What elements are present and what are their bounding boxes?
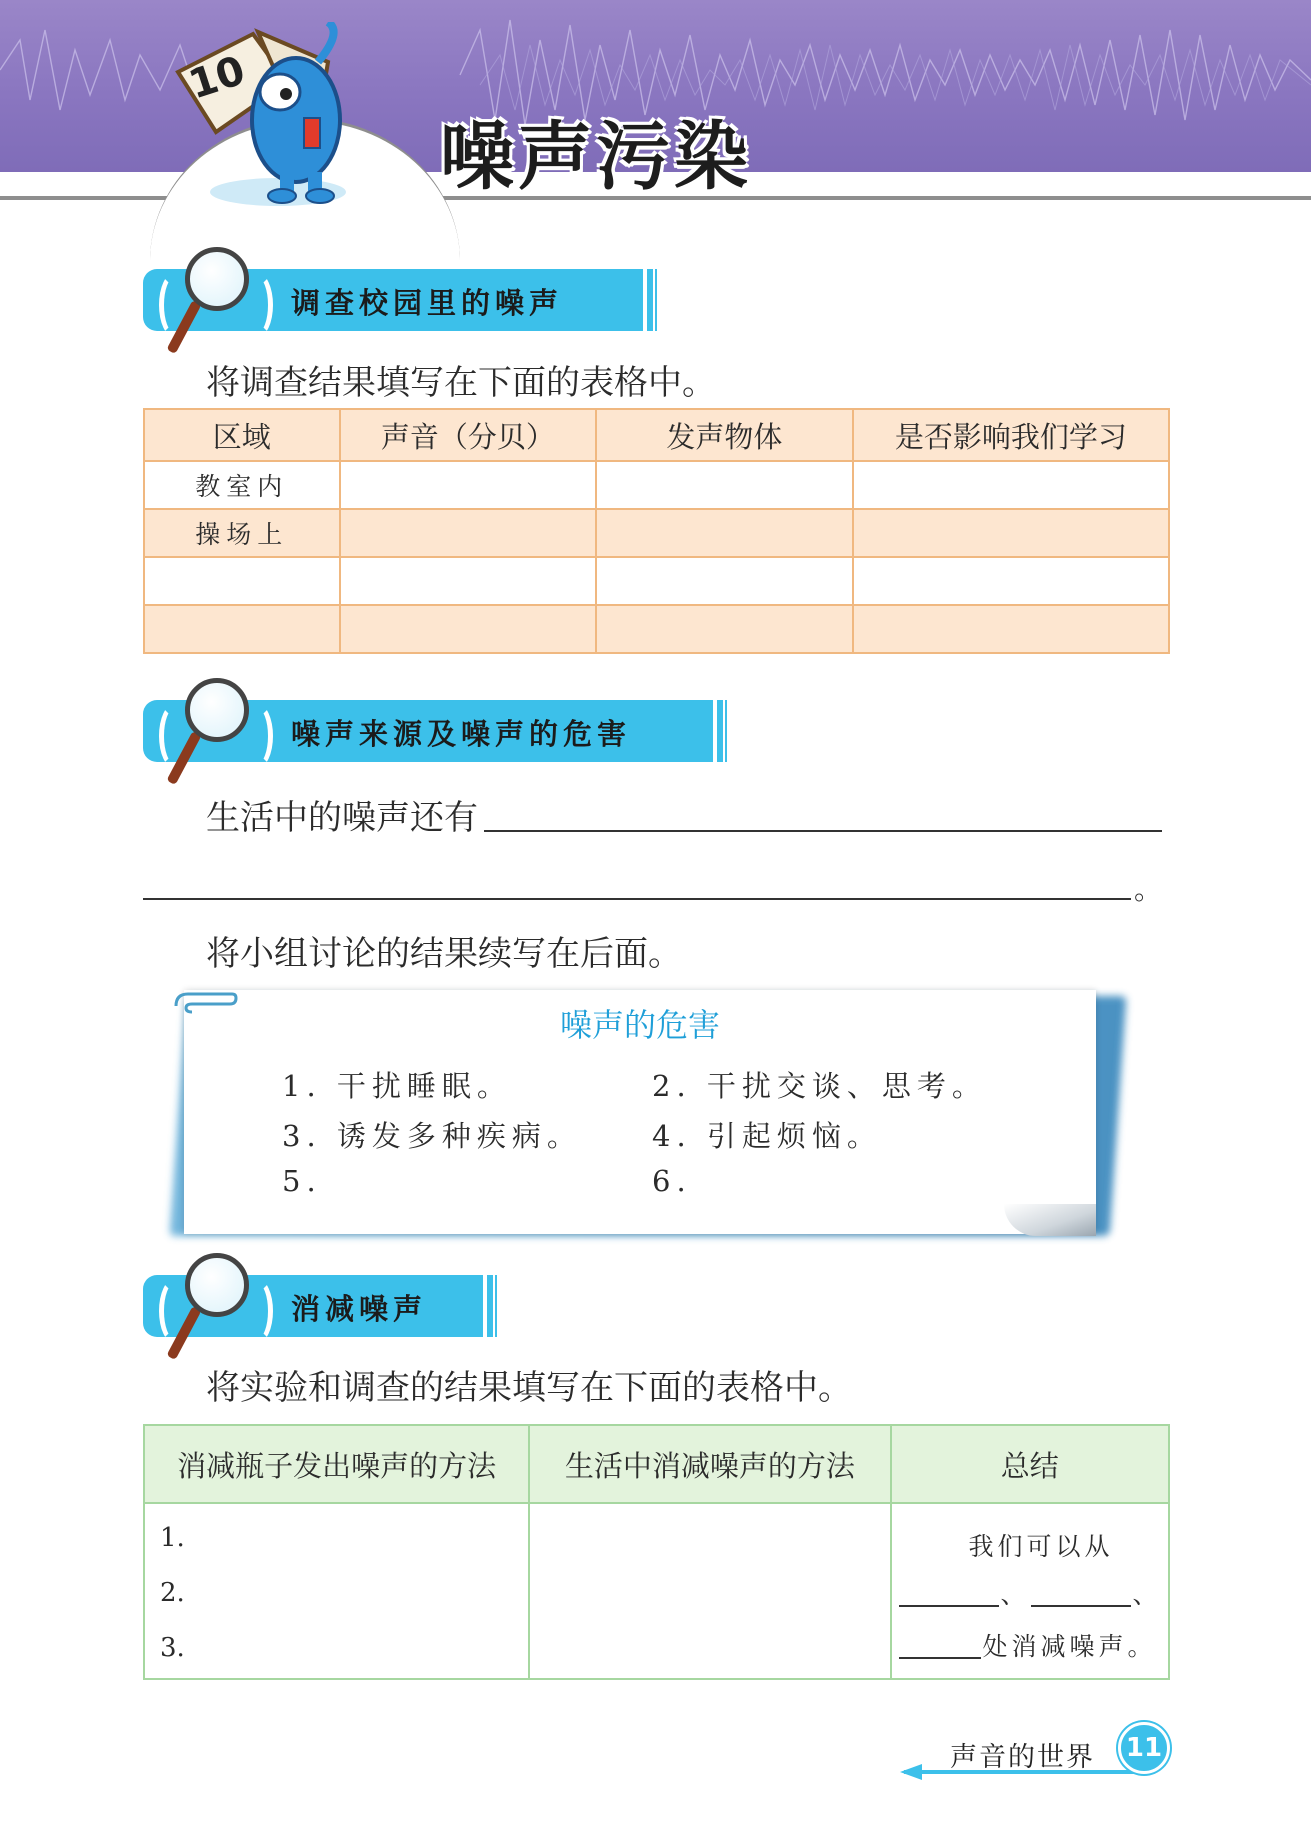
- table-row: [144, 557, 1169, 605]
- answer-line[interactable]: [899, 1657, 981, 1659]
- separator: 、: [1132, 1580, 1162, 1609]
- section-heading-label: 噪声来源及噪声的危害: [291, 717, 632, 751]
- input-cell[interactable]: [853, 461, 1169, 509]
- harm-item[interactable]: 5.: [282, 1164, 322, 1198]
- area-cell: 教室内: [144, 461, 340, 509]
- answer-line[interactable]: [1031, 1605, 1131, 1607]
- table-header-row: [144, 409, 1169, 461]
- input-cell[interactable]: [596, 557, 852, 605]
- life-methods-cell[interactable]: [529, 1503, 890, 1679]
- table-row: [144, 1503, 1169, 1679]
- column-header: 总结: [891, 1425, 1169, 1503]
- table-row: [144, 461, 1169, 509]
- area-cell: 操场上: [144, 509, 340, 557]
- survey-instruction: 将调查结果填写在下面的表格中。: [206, 363, 716, 403]
- list-number: 3.: [160, 1633, 185, 1663]
- magnifier-icon: [185, 678, 249, 742]
- input-cell[interactable]: [596, 605, 852, 653]
- magnifier-icon: [185, 1253, 249, 1317]
- input-cell[interactable]: [853, 509, 1169, 557]
- input-cell[interactable]: [340, 605, 597, 653]
- section-heading-sources: [143, 700, 713, 762]
- table-row: [144, 605, 1169, 653]
- discussion-instruction: 将小组讨论的结果续写在后面。: [206, 934, 682, 974]
- column-header: 是否影响我们学习: [853, 409, 1169, 461]
- separator: 、: [1000, 1580, 1030, 1609]
- lesson-number: 10: [183, 47, 251, 109]
- column-header: 声音（分贝）: [340, 409, 597, 461]
- harm-item[interactable]: 6.: [652, 1164, 692, 1198]
- column-header: 生活中消减噪声的方法: [529, 1425, 890, 1503]
- bottle-methods-cell[interactable]: [144, 1503, 529, 1679]
- input-cell[interactable]: [596, 509, 852, 557]
- section-heading-label: 调查校园里的噪声: [291, 286, 564, 320]
- input-cell[interactable]: [340, 557, 597, 605]
- input-cell[interactable]: [340, 461, 597, 509]
- input-cell[interactable]: [340, 509, 597, 557]
- list-number: 1.: [160, 1523, 185, 1553]
- card-title: 噪声的危害: [559, 1006, 720, 1044]
- noise-sources-prompt: 生活中的噪声还有: [206, 798, 478, 838]
- harm-item: 2. 干扰交谈、思考。: [652, 1069, 987, 1103]
- noise-reduction-table: [143, 1424, 1170, 1680]
- summary-tail: 处消减噪声。: [982, 1632, 1157, 1661]
- answer-line[interactable]: [143, 898, 1131, 900]
- answer-line[interactable]: [899, 1605, 999, 1607]
- line-end-mark: 。: [1134, 873, 1163, 906]
- input-cell[interactable]: [853, 557, 1169, 605]
- column-header: 消减瓶子发出噪声的方法: [144, 1425, 529, 1503]
- list-number: 2.: [160, 1578, 185, 1608]
- harm-item: 1. 干扰睡眠。: [282, 1069, 512, 1103]
- area-cell[interactable]: [144, 605, 340, 653]
- noise-survey-table: [143, 408, 1170, 654]
- magnifier-icon: [185, 247, 249, 311]
- answer-line[interactable]: [484, 830, 1162, 832]
- harm-item: 3. 诱发多种疾病。: [282, 1119, 582, 1153]
- harm-item: 4. 引起烦恼。: [652, 1119, 882, 1153]
- table-header-row: [144, 1425, 1169, 1503]
- input-cell[interactable]: [853, 605, 1169, 653]
- page-number: 11: [1118, 1722, 1170, 1774]
- input-cell[interactable]: [596, 461, 852, 509]
- table-row: [144, 509, 1169, 557]
- page-title: 噪声污染: [440, 114, 752, 200]
- book-mascot-icon: [168, 22, 368, 212]
- area-cell[interactable]: [144, 557, 340, 605]
- column-header: 发声物体: [596, 409, 852, 461]
- book-title: 声音的世界: [950, 1742, 1095, 1773]
- summary-lead: 我们可以从: [968, 1532, 1114, 1561]
- summary-cell: [891, 1503, 1169, 1679]
- reduce-instruction: 将实验和调查的结果填写在下面的表格中。: [206, 1368, 852, 1408]
- column-header: 区域: [144, 409, 340, 461]
- section-heading-label: 消减噪声: [291, 1292, 428, 1326]
- section-heading-reduce: [143, 1275, 483, 1337]
- section-heading-survey: [143, 269, 643, 331]
